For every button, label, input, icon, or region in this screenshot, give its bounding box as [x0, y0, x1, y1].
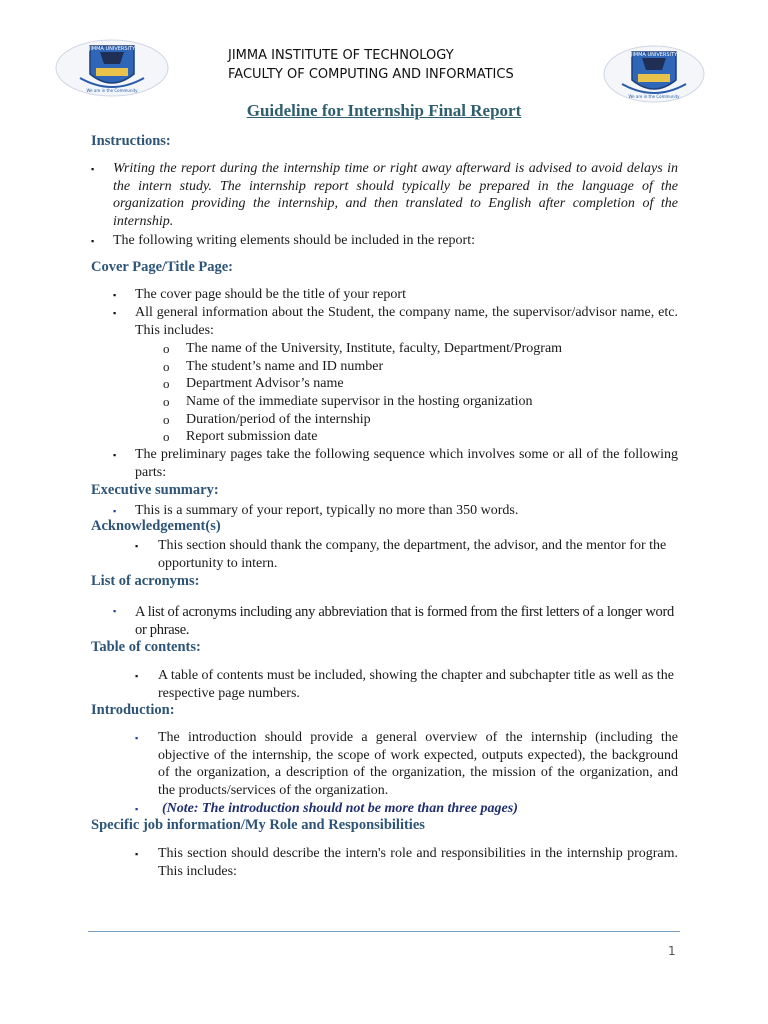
document-title: Guideline for Internship Final Report: [246, 101, 522, 120]
acknowledgement-heading: Acknowledgement(s): [91, 518, 221, 534]
acronyms-heading: List of acronyms:: [91, 573, 200, 589]
page-number: 1: [668, 944, 676, 958]
introduction-note: (Note: The introduction should not be more than three pages): [162, 801, 518, 816]
circle-bullet-icon: o: [163, 429, 170, 444]
cover-item: The preliminary pages take the following sequence which involves some or all of the following parts:: [135, 447, 678, 480]
acronyms-item: A list of acronyms including any abbreviation that is formed from the first letters of a longer word or phrase.: [135, 604, 674, 638]
cover-subitem: Department Advisor’s name: [186, 376, 344, 391]
cover-subitem: The student’s name and ID number: [186, 359, 384, 374]
circle-bullet-icon: o: [163, 359, 170, 374]
cover-subitem: The name of the University, Institute, faculty, Department/Program: [186, 341, 563, 356]
svg-text:We are in the Community: We are in the Community: [628, 94, 680, 99]
faculty-name: FACULTY OF COMPUTING AND INFORMATICS: [228, 67, 514, 82]
square-bullet-icon: ▪: [113, 606, 117, 616]
instruction-item: The following writing elements should be included in the report:: [113, 233, 475, 248]
instruction-item: Writing the report during the internship time or right away afterward is advised to avoid delays in the intern study. The internship report should typically be prepared in the language of the organization providing the internship, and then translated to English after completion of the internship.: [113, 161, 678, 229]
introduction-item: The introduction should provide a general overview of the internship (including the objective of the internship, the scope of work expected, outputs expected), the background of the organization, a description of the organization, the mission of the organization, and the products/services of the organization.: [158, 730, 678, 798]
square-bullet-icon: ▪: [113, 506, 117, 516]
svg-text:JIMMA UNIVERSITY: JIMMA UNIVERSITY: [630, 52, 678, 58]
cover-subitem: Name of the immediate supervisor in the hosting organization: [186, 394, 533, 409]
square-bullet-icon: ▪: [113, 290, 117, 300]
square-bullet-icon: ▪: [135, 541, 139, 551]
square-bullet-icon: ▪: [91, 236, 95, 246]
footer-rule: [88, 931, 680, 932]
instructions-heading: Instructions:: [91, 133, 171, 149]
square-bullet-icon: ▪: [135, 804, 139, 814]
introduction-heading: Introduction:: [91, 702, 175, 718]
acknowledgement-item: This section should thank the company, the department, the advisor, and the mentor for the opportunity to intern.: [158, 538, 667, 571]
square-bullet-icon: ▪: [135, 733, 139, 743]
cover-subitem: Duration/period of the internship: [186, 412, 371, 427]
square-bullet-icon: ▪: [113, 308, 117, 318]
circle-bullet-icon: o: [163, 412, 170, 427]
executive-summary-heading: Executive summary:: [91, 482, 219, 498]
toc-item: A table of contents must be included, showing the chapter and subchapter title as well as the respective page numbers.: [158, 668, 674, 701]
cover-page-heading: Cover Page/Title Page:: [91, 259, 234, 275]
cover-item: All general information about the Student, the company name, the supervisor/advisor name, etc. This includes:: [135, 305, 678, 338]
cover-item: The cover page should be the title of your report: [135, 287, 406, 302]
university-logo-left: [52, 38, 172, 98]
cover-subitem: Report submission date: [186, 429, 318, 444]
university-crest-icon: [594, 44, 714, 104]
square-bullet-icon: ▪: [113, 450, 117, 460]
circle-bullet-icon: o: [163, 394, 170, 409]
svg-text:We are in the Community: We are in the Community: [86, 88, 138, 93]
job-information-item: This section should describe the intern's role and responsibilities in the internship program. This includes:: [158, 846, 678, 879]
job-information-heading: Specific job information/My Role and Responsibilities: [91, 817, 425, 833]
university-crest-icon: [52, 38, 172, 98]
university-logo-right: [594, 44, 714, 104]
circle-bullet-icon: o: [163, 376, 170, 391]
institution-header: [228, 46, 514, 84]
executive-summary-item: This is a summary of your report, typically no more than 350 words.: [135, 503, 519, 518]
square-bullet-icon: ▪: [135, 671, 139, 681]
table-of-contents-heading: Table of contents:: [91, 639, 201, 655]
circle-bullet-icon: o: [163, 341, 170, 356]
square-bullet-icon: ▪: [91, 164, 95, 174]
svg-text:JIMMA UNIVERSITY: JIMMA UNIVERSITY: [88, 46, 136, 52]
square-bullet-icon: ▪: [135, 849, 139, 859]
institute-name: JIMMA INSTITUTE OF TECHNOLOGY: [228, 48, 454, 63]
